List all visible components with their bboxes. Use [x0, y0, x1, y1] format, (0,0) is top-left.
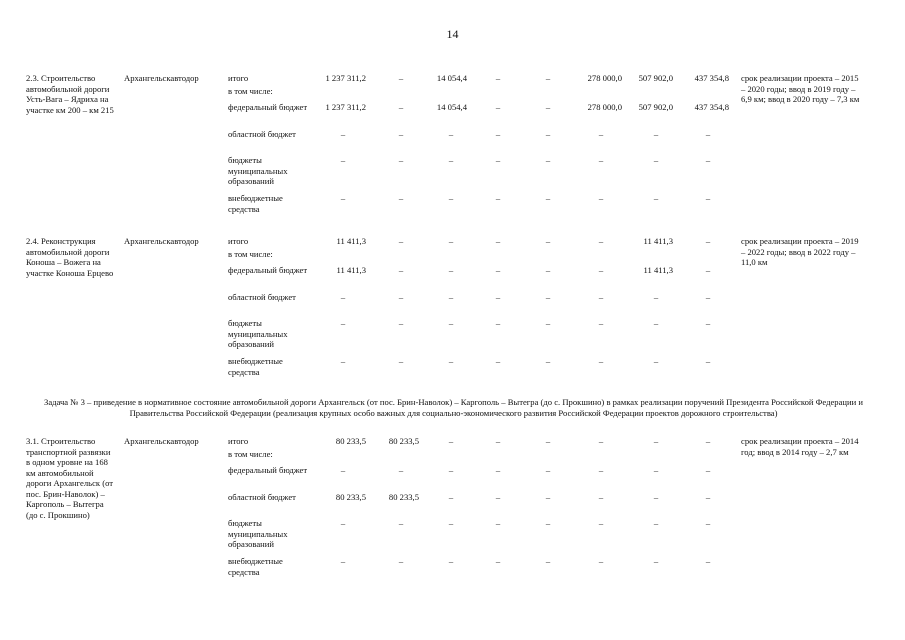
amount-cell: 11 411,3	[643, 265, 673, 275]
measure-note: срок реализации проекта – 2015 – 2020 годы; ввод в 2019 году – 6,9 км; ввод в 2020 году – 7,3 км	[741, 73, 860, 104]
amount-cell: –	[545, 73, 551, 83]
task-3-heading: Задача № 3 – приведение в нормативное состояние автомобильной дороги Архангельск (от пос. Брин-Наволок) – Каргополь – Вытегра (до с. Прокшино) в рамках реализации поручений Президента Российской Федерации и Правительства Российской Федерации (реализация крупных особо важных для социально-экономического развития Российской Федерации проектов дорожного строительства)	[44, 397, 863, 418]
measure-note: срок реализации проекта – 2014 год; ввод в 2014 году – 2,7 км	[741, 436, 859, 457]
amount-cell: –	[448, 356, 454, 366]
amount-cell: –	[398, 193, 404, 203]
funding-source-label: итого	[228, 73, 249, 83]
funding-source-label: бюджеты муниципальных образований	[228, 318, 288, 349]
funding-source-label: бюджеты муниципальных образований	[228, 155, 288, 186]
amount-cell: –	[340, 193, 346, 203]
amount-cell: –	[598, 318, 604, 328]
amount-cell: –	[653, 436, 659, 446]
amount-cell: –	[495, 492, 501, 502]
amount-cell: –	[545, 356, 551, 366]
amount-cell: –	[705, 518, 711, 528]
amount-cell: –	[398, 102, 404, 112]
amount-cell: –	[495, 73, 501, 83]
amount-cell: –	[398, 556, 404, 566]
amount-cell: –	[495, 556, 501, 566]
amount-cell: –	[598, 265, 604, 275]
amount-cell: –	[398, 265, 404, 275]
amount-cell: –	[398, 318, 404, 328]
amount-cell: –	[598, 155, 604, 165]
amount-cell: –	[448, 436, 454, 446]
executor: Архангельскавтодор	[124, 73, 199, 83]
page-number: 14	[446, 27, 459, 41]
amount-cell: –	[545, 292, 551, 302]
amount-cell: –	[705, 556, 711, 566]
funding-source-label: в том числе:	[228, 249, 273, 259]
amount-cell: 14 054,4	[436, 73, 467, 83]
amount-cell: –	[598, 518, 604, 528]
amount-cell: –	[545, 436, 551, 446]
amount-cell: –	[495, 265, 501, 275]
executor: Архангельскавтодор	[124, 436, 199, 446]
amount-cell: –	[705, 292, 711, 302]
amount-cell: 80 233,5	[335, 492, 366, 502]
amount-cell: –	[705, 155, 711, 165]
funding-source-label: бюджеты муниципальных образований	[228, 518, 288, 549]
amount-cell: –	[653, 556, 659, 566]
amount-cell: –	[545, 318, 551, 328]
amount-cell: –	[653, 518, 659, 528]
amount-cell: –	[448, 556, 454, 566]
executor: Архангельскавтодор	[124, 236, 199, 246]
amount-cell: –	[705, 129, 711, 139]
amount-cell: 11 411,3	[336, 236, 366, 246]
amount-cell: –	[545, 129, 551, 139]
amount-cell: –	[705, 193, 711, 203]
amount-cell: –	[340, 465, 346, 475]
amount-cell: –	[495, 318, 501, 328]
amount-cell: 1 237 311,2	[325, 73, 366, 83]
funding-source-label: федеральный бюджет	[228, 265, 308, 275]
amount-cell: –	[495, 465, 501, 475]
amount-cell: –	[448, 193, 454, 203]
funding-source-label: областной бюджет	[228, 292, 296, 302]
funding-source-label: итого	[228, 236, 249, 246]
amount-cell: –	[598, 436, 604, 446]
amount-cell: –	[653, 292, 659, 302]
amount-cell: 11 411,3	[643, 236, 673, 246]
amount-cell: –	[340, 556, 346, 566]
amount-cell: –	[545, 265, 551, 275]
amount-cell: –	[495, 518, 501, 528]
measure-name: 2.4. Реконструкция автомобильной дороги Коноша – Вожега на участке Коноша Ерцево	[26, 236, 114, 278]
amount-cell: –	[598, 556, 604, 566]
amount-cell: –	[448, 265, 454, 275]
funding-source-label: внебюджетные средства	[228, 556, 283, 577]
amount-cell: –	[653, 129, 659, 139]
amount-cell: –	[495, 193, 501, 203]
amount-cell: –	[340, 318, 346, 328]
amount-cell: –	[705, 236, 711, 246]
amount-cell: –	[653, 356, 659, 366]
amount-cell: –	[448, 465, 454, 475]
amount-cell: 11 411,3	[336, 265, 366, 275]
amount-cell: 80 233,5	[335, 436, 366, 446]
amount-cell: –	[495, 436, 501, 446]
amount-cell: –	[448, 236, 454, 246]
amount-cell: –	[653, 155, 659, 165]
amount-cell: –	[598, 292, 604, 302]
amount-cell: 80 233,5	[388, 492, 419, 502]
amount-cell: 1 237 311,2	[325, 102, 366, 112]
funding-source-label: внебюджетные средства	[228, 356, 283, 377]
amount-cell: –	[653, 193, 659, 203]
amount-cell: –	[448, 492, 454, 502]
funding-source-label: внебюджетные средства	[228, 193, 283, 214]
amount-cell: 507 902,0	[638, 102, 673, 112]
amount-cell: –	[495, 102, 501, 112]
amount-cell: –	[653, 318, 659, 328]
amount-cell: 80 233,5	[388, 436, 419, 446]
amount-cell: –	[545, 236, 551, 246]
amount-cell: –	[545, 155, 551, 165]
amount-cell: –	[705, 356, 711, 366]
amount-cell: 507 902,0	[638, 73, 673, 83]
amount-cell: 437 354,8	[694, 102, 729, 112]
amount-cell: 278 000,0	[587, 102, 622, 112]
funding-source-label: в том числе:	[228, 449, 273, 459]
amount-cell: –	[340, 129, 346, 139]
amount-cell: –	[598, 492, 604, 502]
amount-cell: –	[495, 356, 501, 366]
amount-cell: –	[545, 102, 551, 112]
amount-cell: 437 354,8	[694, 73, 729, 83]
funding-source-label: областной бюджет	[228, 492, 296, 502]
amount-cell: –	[705, 492, 711, 502]
funding-source-label: итого	[228, 436, 249, 446]
amount-cell: –	[545, 518, 551, 528]
amount-cell: 14 054,4	[436, 102, 467, 112]
amount-cell: –	[495, 236, 501, 246]
amount-cell: –	[398, 129, 404, 139]
amount-cell: –	[705, 436, 711, 446]
amount-cell: –	[448, 129, 454, 139]
amount-cell: –	[653, 465, 659, 475]
amount-cell: –	[705, 318, 711, 328]
amount-cell: –	[398, 155, 404, 165]
amount-cell: –	[340, 518, 346, 528]
amount-cell: –	[545, 556, 551, 566]
funding-source-label: в том числе:	[228, 86, 273, 96]
amount-cell: –	[545, 193, 551, 203]
measure-name: 3.1. Строительство транспортной развязки в одном уровне на 168 км автомобильной дороги Архангельск (от пос. Брин-Наволок) – Каргополь – Вытегра (до с. Прокшино)	[26, 436, 114, 520]
amount-cell: –	[398, 518, 404, 528]
amount-cell: –	[340, 292, 346, 302]
amount-cell: –	[598, 236, 604, 246]
funding-source-label: областной бюджет	[228, 129, 296, 139]
measure-note: срок реализации проекта – 2019 – 2022 годы; ввод в 2022 году – 11,0 км	[741, 236, 859, 267]
amount-cell: –	[340, 356, 346, 366]
amount-cell: –	[598, 129, 604, 139]
amount-cell: 278 000,0	[587, 73, 622, 83]
amount-cell: –	[705, 265, 711, 275]
funding-source-label: федеральный бюджет	[228, 102, 308, 112]
amount-cell: –	[598, 356, 604, 366]
amount-cell: –	[398, 356, 404, 366]
amount-cell: –	[448, 292, 454, 302]
amount-cell: –	[448, 318, 454, 328]
amount-cell: –	[340, 155, 346, 165]
amount-cell: –	[545, 492, 551, 502]
amount-cell: –	[598, 193, 604, 203]
amount-cell: –	[448, 518, 454, 528]
amount-cell: –	[448, 155, 454, 165]
amount-cell: –	[598, 465, 604, 475]
amount-cell: –	[545, 465, 551, 475]
amount-cell: –	[495, 155, 501, 165]
measure-name: 2.3. Строительство автомобильной дороги Усть-Вага – Ядриха на участке км 200 – км 215	[26, 73, 114, 115]
amount-cell: –	[398, 236, 404, 246]
amount-cell: –	[653, 492, 659, 502]
amount-cell: –	[495, 292, 501, 302]
amount-cell: –	[495, 129, 501, 139]
amount-cell: –	[705, 465, 711, 475]
amount-cell: –	[398, 292, 404, 302]
funding-source-label: федеральный бюджет	[228, 465, 308, 475]
amount-cell: –	[398, 73, 404, 83]
amount-cell: –	[398, 465, 404, 475]
